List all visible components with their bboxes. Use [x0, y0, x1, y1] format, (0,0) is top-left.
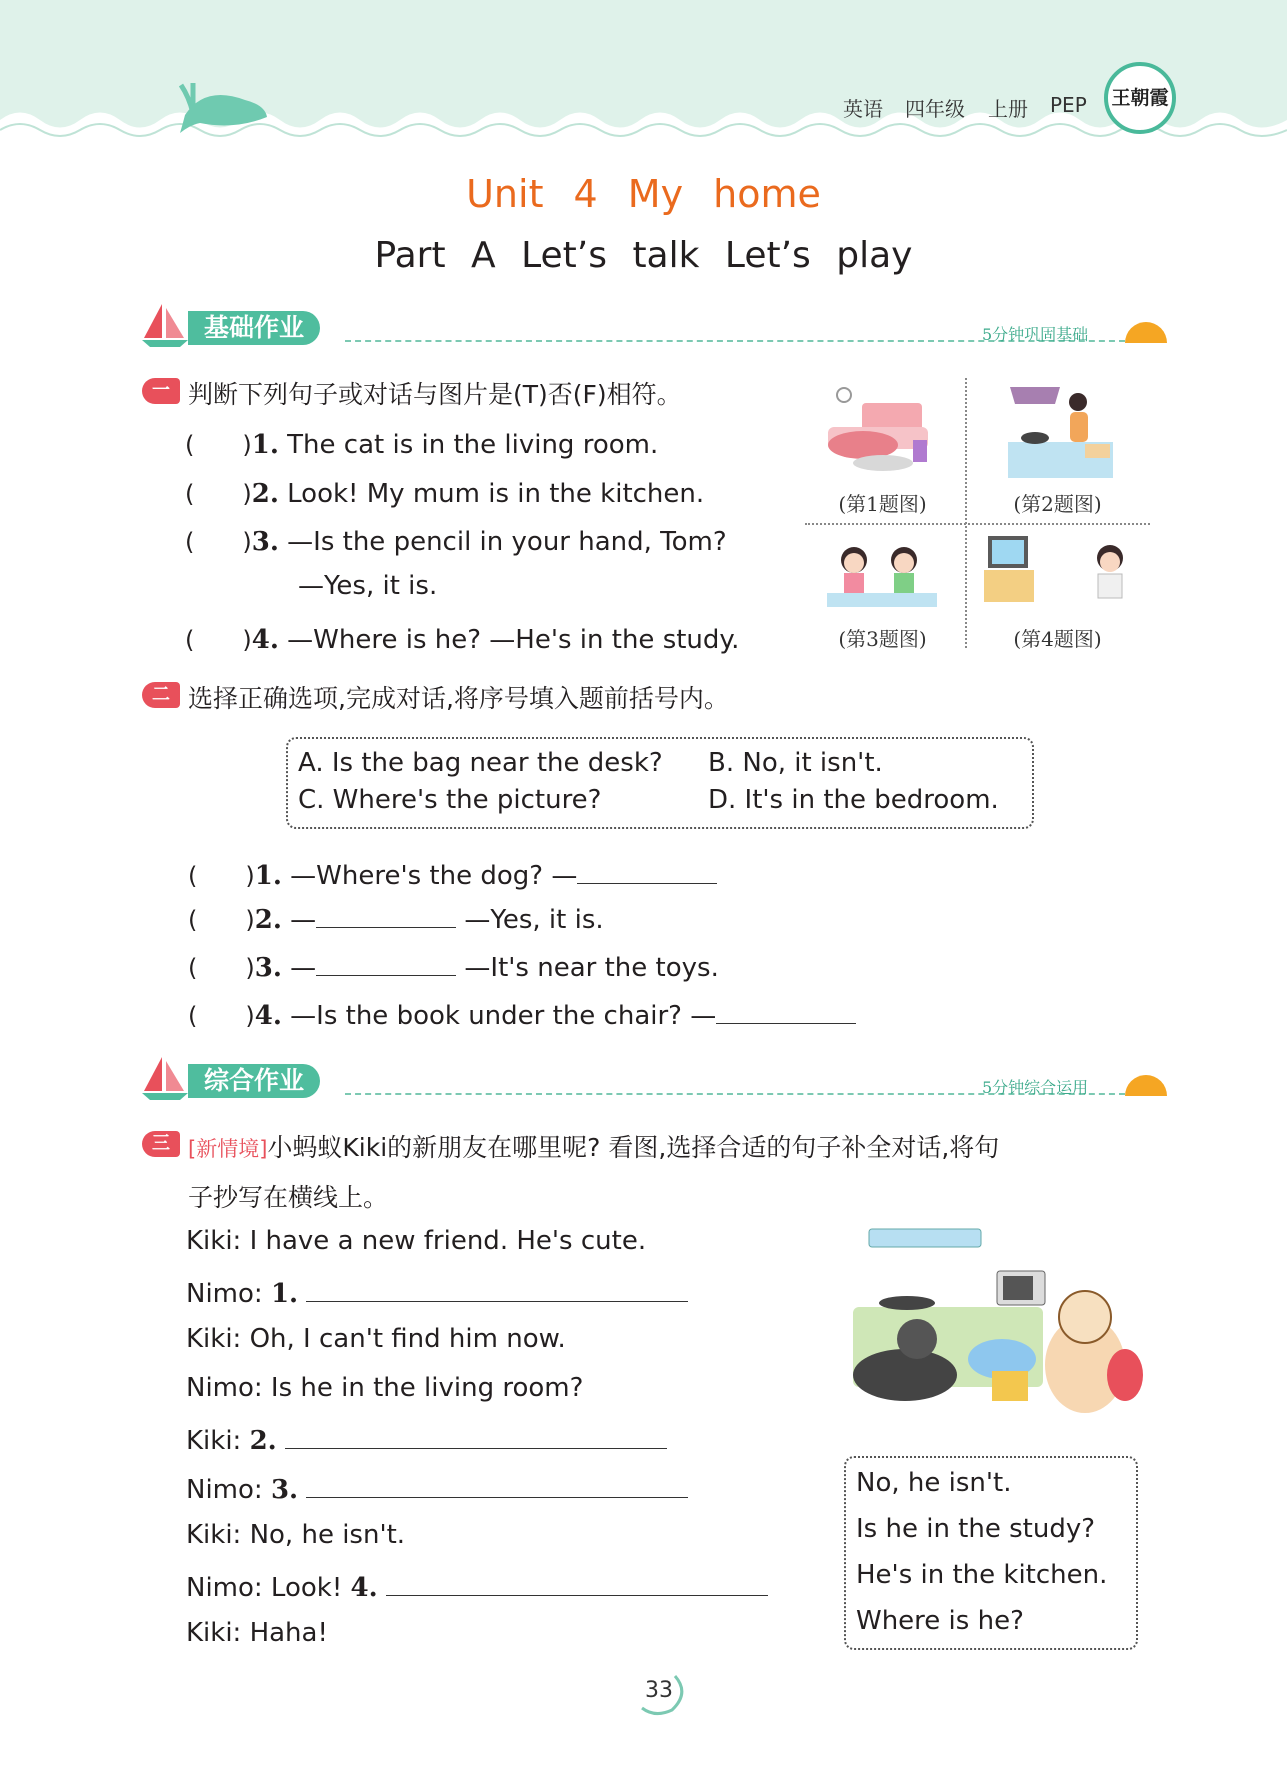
- speaker-text: Nimo:: [186, 1279, 271, 1309]
- item-text: —: [290, 953, 317, 983]
- sun-icon: [1125, 322, 1167, 343]
- q2-item: [188, 996, 856, 1031]
- page-number: 33: [645, 1678, 673, 1703]
- item-text-after: —Yes, it is.: [464, 905, 604, 935]
- section-comprehensive-note: 5分钟综合运用: [982, 1078, 1089, 1097]
- q1-item-continuation: —Yes, it is.: [298, 571, 438, 601]
- question-3-instruction-line2: 子抄写在横线上。: [188, 1183, 389, 1212]
- answer-option: No, he isn't.: [856, 1468, 1012, 1498]
- picture-caption: (第1题图): [838, 492, 927, 516]
- question-2-badge: 二: [142, 682, 180, 708]
- answer-paren[interactable]: ( ): [185, 431, 252, 459]
- dialogue-line: [186, 1471, 688, 1505]
- speaker-text: Nimo: Look!: [186, 1573, 351, 1603]
- children-picture: [822, 535, 942, 620]
- kitchen-picture: [1000, 382, 1120, 482]
- header-volume: 上册: [988, 97, 1028, 121]
- option-d: D. It's in the bedroom.: [708, 785, 999, 815]
- item-number: 4.: [251, 625, 279, 655]
- picture-grid-vdivider: [965, 378, 967, 648]
- item-number: 1.: [254, 861, 282, 891]
- answer-blank[interactable]: [577, 857, 717, 884]
- answer-option: Is he in the study?: [856, 1514, 1096, 1544]
- page-subtitle: Part A Let’s talk Let’s play: [374, 235, 913, 276]
- answer-blank[interactable]: [285, 1422, 667, 1449]
- item-number: 2.: [254, 905, 282, 935]
- blank-number: 4.: [350, 1573, 378, 1603]
- blank-number: 2.: [249, 1426, 277, 1456]
- dialogue-line: [186, 1422, 667, 1456]
- picture-caption: (第2题图): [1013, 492, 1102, 516]
- question-3-instruction: [188, 1128, 999, 1164]
- question-2-instruction: 选择正确选项,完成对话,将序号填入题前括号内。: [188, 684, 729, 713]
- answer-paren[interactable]: ( ): [185, 528, 252, 556]
- picture-caption: (第4题图): [1013, 627, 1102, 651]
- dialogue-line: Kiki: I have a new friend. He's cute.: [186, 1226, 647, 1256]
- whale-icon: [175, 75, 275, 135]
- item-number: 3.: [254, 953, 282, 983]
- section-basic-label: 基础作业: [188, 311, 320, 345]
- blank-number: 3.: [270, 1475, 299, 1505]
- item-text-after: —It's near the toys.: [464, 953, 719, 983]
- item-number: 1.: [251, 430, 279, 460]
- question-1-instruction: 判断下列句子或对话与图片是(T)否(F)相符。: [188, 380, 682, 409]
- speaker-text: Nimo:: [186, 1475, 271, 1505]
- item-text: —Is the pencil in your hand, Tom?: [287, 527, 727, 557]
- dialogue-line: Kiki: Oh, I can't find him now.: [186, 1324, 566, 1354]
- q1-item: [185, 620, 739, 655]
- item-number: 3.: [251, 527, 279, 557]
- option-c: C. Where's the picture?: [298, 785, 602, 815]
- instruction-line-1: 小蚂蚁Kiki的新朋友在哪里呢? 看图,选择合适的句子补全对话,将句: [267, 1133, 1000, 1162]
- q2-item: [188, 900, 604, 935]
- answer-blank[interactable]: [306, 1275, 688, 1302]
- answer-paren[interactable]: ( ): [185, 480, 252, 508]
- answer-paren[interactable]: ( ): [188, 906, 255, 934]
- item-text: —Where's the dog? —: [290, 861, 578, 891]
- item-text: —: [290, 905, 317, 935]
- question-1-badge: 一: [142, 378, 180, 404]
- header-grade: 四年级: [905, 97, 965, 121]
- item-text: Look! My mum is in the kitchen.: [287, 479, 705, 509]
- sailboat-icon: [140, 1055, 190, 1101]
- dialogue-line: [186, 1569, 768, 1603]
- header-subject: 英语: [843, 97, 883, 121]
- sun-icon: [1125, 1075, 1167, 1096]
- q1-item: [185, 474, 704, 509]
- item-text: —Where is he? —He's in the study.: [287, 625, 740, 655]
- living-room-picture: [818, 385, 943, 480]
- question-3-badge: 三: [142, 1131, 180, 1157]
- answer-blank[interactable]: [316, 901, 456, 928]
- study-picture: [980, 530, 1135, 620]
- answer-blank[interactable]: [316, 949, 456, 976]
- sailboat-icon: [140, 302, 190, 348]
- answer-option: He's in the kitchen.: [856, 1560, 1108, 1590]
- section-basic-note: 5分钟巩固基础: [982, 325, 1089, 344]
- item-text: —Is the book under the chair? —: [290, 1001, 717, 1031]
- option-a: A. Is the bag near the desk?: [298, 748, 663, 778]
- blank-number: 1.: [270, 1279, 299, 1309]
- item-number: 2.: [251, 479, 279, 509]
- item-number: 4.: [254, 1001, 282, 1031]
- page-title: Unit 4 My home: [466, 172, 821, 216]
- new-context-tag: [新情境]: [188, 1137, 268, 1161]
- brand-logo: 王朝霞: [1104, 62, 1176, 134]
- picture-grid-hdivider: [805, 523, 1150, 525]
- dialogue-line: Nimo: Is he in the living room?: [186, 1373, 584, 1403]
- section-comprehensive-label: 综合作业: [188, 1064, 320, 1098]
- dialogue-line: [186, 1275, 688, 1309]
- picture-caption: (第3题图): [838, 627, 927, 651]
- speaker-text: Kiki:: [186, 1426, 250, 1456]
- q1-item: [185, 425, 658, 460]
- kitchen-ants-illustration: [845, 1225, 1150, 1430]
- q1-item: [185, 522, 727, 557]
- answer-paren[interactable]: ( ): [188, 1002, 255, 1030]
- q2-item: [188, 948, 719, 983]
- q2-item: [188, 856, 717, 891]
- dialogue-line: Kiki: No, he isn't.: [186, 1520, 406, 1550]
- option-b: B. No, it isn't.: [708, 748, 883, 778]
- answer-blank[interactable]: [386, 1569, 768, 1596]
- answer-paren[interactable]: ( ): [188, 862, 255, 890]
- answer-paren[interactable]: ( ): [185, 626, 252, 654]
- item-text: The cat is in the living room.: [287, 430, 659, 460]
- dialogue-line: Kiki: Haha!: [186, 1618, 328, 1648]
- header-edition: PEP: [1050, 93, 1087, 117]
- answer-blank[interactable]: [306, 1471, 688, 1498]
- answer-paren[interactable]: ( ): [188, 954, 255, 982]
- answer-option: Where is he?: [856, 1606, 1024, 1636]
- answer-blank[interactable]: [716, 997, 856, 1024]
